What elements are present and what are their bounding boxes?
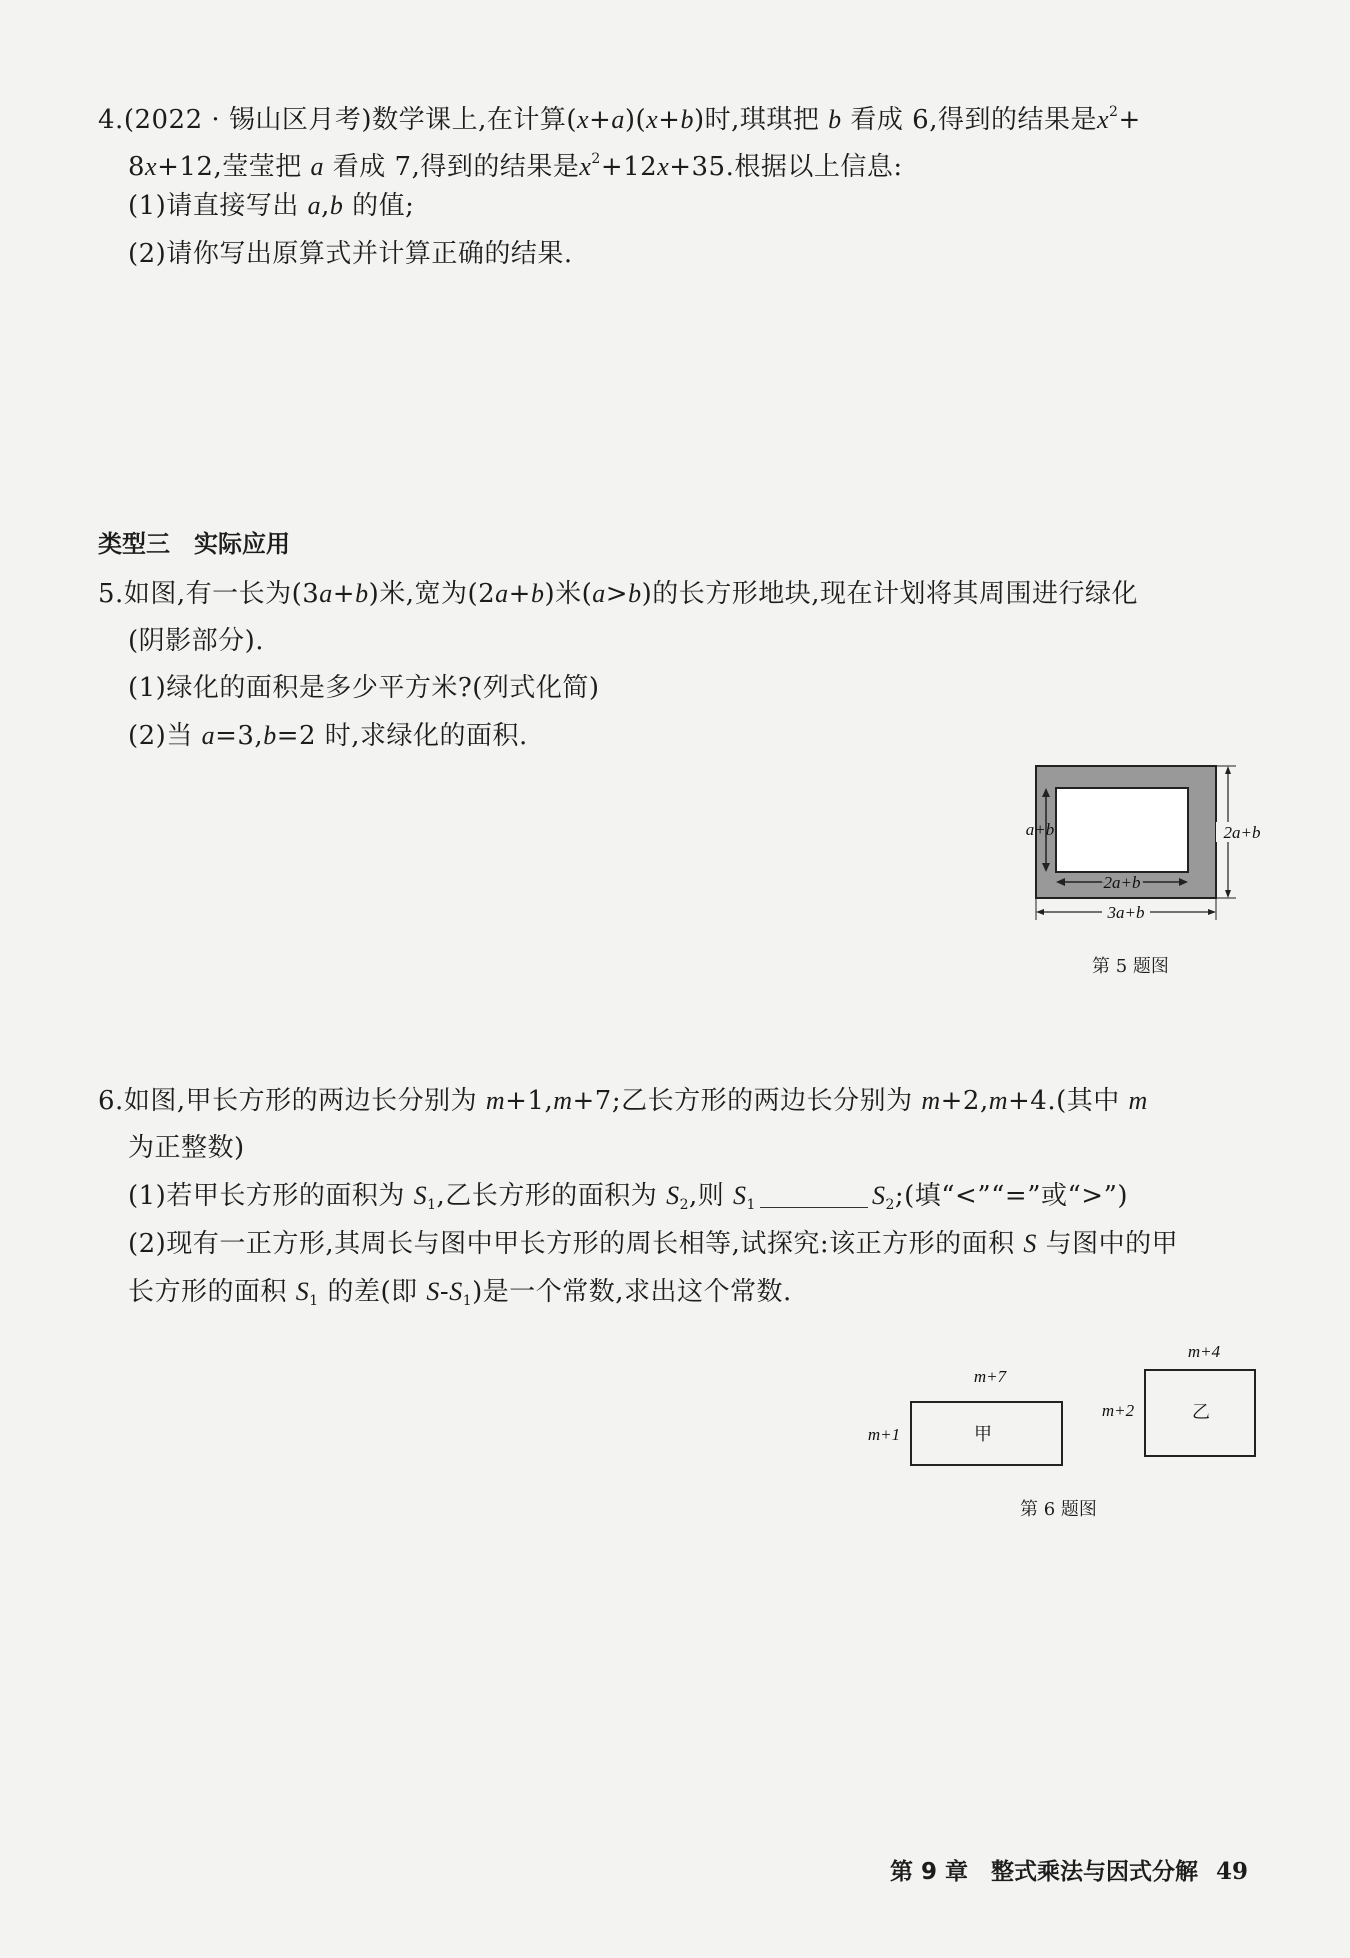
q4-line-2: 8x+12,莹莹把 a 看成 7,得到的结果是$x^2+12x+35$.根据以上信息: <box>128 151 903 182</box>
label-inner-width: 2a+b <box>1103 873 1141 892</box>
q5-figure <box>1010 760 1270 940</box>
answer-blank[interactable] <box>760 1183 868 1208</box>
q6-part-1: (1)若甲长方形的面积为 $S_1$,乙长方形的面积为 $S_2$,则 $S_1$ $S_2$;(填“<”“=”或“>”) <box>128 1181 1129 1213</box>
jia-label: 甲 <box>974 1424 992 1444</box>
q4-number: 4. <box>98 105 124 135</box>
q6-line-1: 6.如图,甲长方形的两边长分别为 m+1,m+7;乙长方形的两边长分别为 m+2,m+4.(其中 m <box>98 1086 1148 1116</box>
q5-figure-caption: 第 5 题图 <box>1092 956 1169 977</box>
chapter-title: 第 9 章 整式乘法与因式分解 <box>889 1859 1198 1885</box>
q4-part-2: (2)请你写出原算式并计算正确的结果. <box>128 239 573 269</box>
page-number: 49 <box>1215 1858 1248 1885</box>
q5-part-1: (1)绿化的面积是多少平方米?(列式化简) <box>128 673 600 703</box>
jia-top-label: m+7 <box>973 1367 1007 1386</box>
label-outer-height: 2a+b <box>1223 823 1261 842</box>
q6-figure <box>850 1340 1270 1470</box>
section-heading: 类型三 实际应用 <box>98 530 290 558</box>
yi-side-label: m+2 <box>1101 1401 1135 1420</box>
q6-part-2-line-2: 长方形的面积 $S_1$ 的差(即 $S-S_1$)是一个常数,求出这个常数. <box>128 1277 792 1309</box>
q4-line-1: 4.(2022 · 锡山区月考)数学课上,在计算(x+a)(x+b)时,琪琪把 b 看成 6,得到的结果是$x^2+$ <box>98 104 1141 135</box>
q6-number: 6. <box>98 1086 124 1116</box>
q4-source: (2022 · 锡山区月考) <box>123 105 373 135</box>
q5-number: 5. <box>98 579 124 609</box>
yi-label: 乙 <box>1192 1402 1210 1422</box>
q4-part-1: (1)请直接写出 a,b 的值; <box>128 191 415 221</box>
yi-top-label: m+4 <box>1187 1342 1221 1361</box>
q5-line-2: (阴影部分). <box>128 626 265 656</box>
label-inner-height: a+b <box>1025 820 1055 839</box>
q5-part-2: (2)当 a=3,b=2 时,求绿化的面积. <box>128 721 528 751</box>
q6-part-2-line-1: (2)现有一正方形,其周长与图中甲长方形的周长相等,试探究:该正方形的面积 S 与图中的甲 <box>128 1229 1179 1259</box>
label-outer-width: 3a+b <box>1107 903 1145 922</box>
inner-rectangle <box>1056 788 1188 872</box>
q6-figure-caption: 第 6 题图 <box>1020 1499 1097 1520</box>
jia-side-label: m+1 <box>867 1425 901 1444</box>
q5-line-1: 5.如图,有一长为(3a+b)米,宽为(2a+b)米(a>b)的长方形地块,现在计划将其周围进行绿化 <box>98 579 1138 609</box>
q6-line-2: 为正整数) <box>128 1133 245 1163</box>
page-footer <box>890 1853 1248 1886</box>
